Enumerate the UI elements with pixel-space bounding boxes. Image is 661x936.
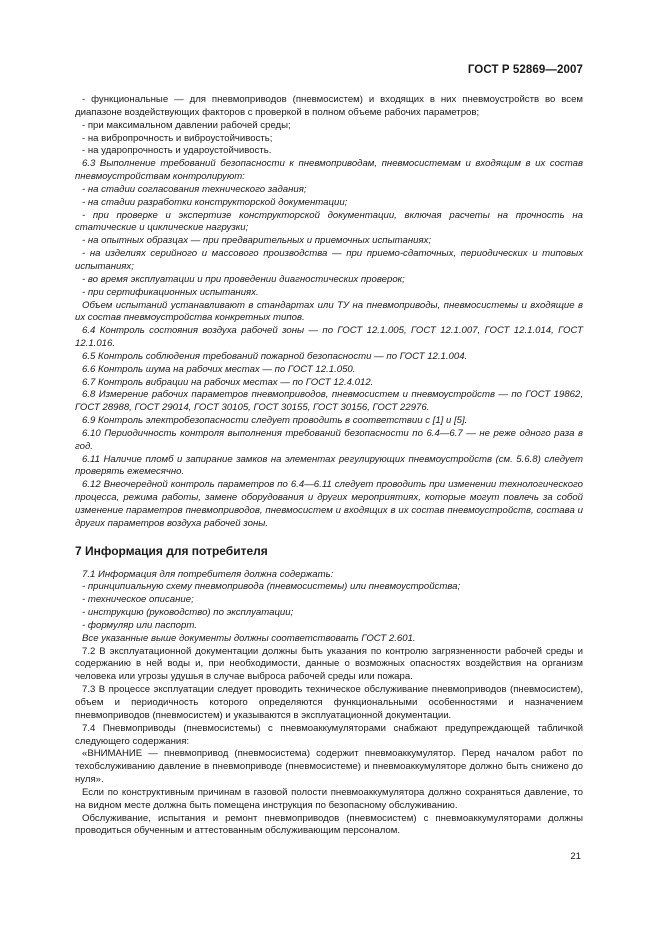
paragraph: Если по конструктивным причинам в газовой полости пневмоаккумулятора должно сохраняться давление, то на видном месте должна быть помещена инструкция по безопасному обслуживанию.	[75, 786, 583, 811]
page-content	[75, 94, 583, 838]
paragraph: - на вибропрочность и виброустойчивость;	[82, 132, 273, 144]
paragraph: - при проверке и экспертизе конструкторской документации, включая расчеты на прочность на статические и циклические нагрузки;	[75, 209, 583, 234]
paragraph: Обслуживание, испытания и ремонт пневмоприводов (пневмосистем) с пневмоаккумуляторами должны проводиться обученным и аттестованным обслуживающим персоналом.	[75, 812, 583, 837]
paragraph: - инструкцию (руководство) по эксплуатации;	[82, 607, 294, 619]
paragraph: - на опытных образцах — при предварительных и приемочных испытаниях;	[82, 235, 432, 247]
paragraph: - при максимальном давлении рабочей среды;	[82, 119, 291, 131]
paragraph: - принципиальную схему пневмопривода (пневмосистемы) или пневмоустройства;	[82, 581, 461, 593]
paragraph: - формуляр или паспорт.	[82, 619, 197, 631]
document-header: ГОСТ Р 52869—2007	[467, 64, 583, 76]
paragraph: - во время эксплуатации и при проведении диагностических проверок;	[82, 273, 405, 285]
paragraph: 6.3 Выполнение требований безопасности к пневмоприводам, пневмосистемам и входящим в их состав пневмоустройствам контролируют:	[75, 158, 583, 183]
paragraph: 6.9 Контроль электробезопасности следует проводить в соответствии с [1] и [5].	[82, 415, 468, 427]
paragraph: 6.6 Контроль шума на рабочих местах — по ГОСТ 12.1.050.	[82, 363, 356, 375]
paragraph: 6.8 Измерение рабочих параметров пневмоприводов, пневмосистем и пневмоустройств — по ГОСТ 19862, ГОСТ 28988, ГОСТ 29014, ГОСТ 30105, ГОСТ 30155, ГОСТ 30156, ГОСТ 22976.	[75, 389, 583, 414]
paragraph: 6.12 Внеочередной контроль параметров по 6.4—6.11 следует проводить при изменении технологического процесса, режима работы, замене оборудования и других мероприятиях, которые могут повлечь за собой изменение параметров пневмоприводов, пневмосистем и входящих в их состав пневмоустройств, состава и других параметров воздуха рабочей зоны.	[75, 479, 583, 529]
paragraph: 7.1 Информация для потребителя должна содержать:	[82, 568, 334, 580]
page-number: 21	[570, 851, 581, 862]
paragraph: 7.2 В эксплуатационной документации должны быть указания по контролю загрязненности рабочей среды и содержанию в ней воды и, при необходимости, данные о возможных опасностях воздействия на организм человека или угрозы удушья в случае выброса рабочей среды или пожара.	[75, 645, 583, 683]
paragraph: 6.4 Контроль состояния воздуха рабочей зоны — по ГОСТ 12.1.005, ГОСТ 12.1.007, ГОСТ 12.1.014, ГОСТ 12.1.016.	[75, 325, 583, 350]
paragraph: - функциональные — для пневмоприводов (пневмосистем) и входящих в них пневмоустройств во всем диапазоне воздействующих факторов с проверкой в полном объеме рабочих параметров;	[75, 94, 583, 118]
paragraph: Все указанные выше документы должны соответствовать ГОСТ 2.601.	[82, 632, 416, 644]
paragraph: 6.7 Контроль вибрации на рабочих местах — по ГОСТ 12.4.012.	[82, 376, 374, 388]
paragraph: - техническое описание;	[82, 594, 194, 606]
paragraph: Объем испытаний устанавливают в стандартах или ТУ на пневмоприводы, пневмосистемы и входящие в их состав пневмоустройства конкретных типов.	[75, 299, 583, 324]
paragraph: - при сертификационных испытаниях.	[82, 286, 259, 298]
paragraph: 7.4 Пневмоприводы (пневмосистемы) с пневмоаккумуляторами снабжают предупреждающей табличкой следующего содержания:	[75, 722, 583, 747]
section-heading: 7 Информация для потребителя	[75, 543, 268, 558]
paragraph: - на стадии согласования технического задания;	[82, 183, 307, 195]
paragraph: - на ударопрочность и удароустойчивость.	[82, 145, 272, 157]
paragraph: - на изделиях серийного и массового производства — при приемо-сдаточных, периодических и типовых испытаниях;	[75, 248, 583, 272]
paragraph: «ВНИМАНИЕ — пневмопривод (пневмосистема) содержит пневмоаккумулятор. Перед началом работ по техобслуживанию давление в пневмоприводе (пневмосистеме) и пневмоаккумуляторе должно быть снижено до нуля».	[75, 748, 583, 786]
paragraph: 6.11 Наличие пломб и запирание замков на элементах регулирующих пневмоустройств (см. 5.6.8) следует проверять ежемесячно.	[75, 453, 583, 478]
paragraph: 6.5 Контроль соблюдения требований пожарной безопасности — по ГОСТ 12.1.004.	[82, 350, 468, 362]
paragraph: 6.10 Периодичность контроля выполнения требований безопасности по 6.4—6.7 — не реже одного раза в год.	[75, 427, 583, 452]
paragraph: 7.3 В процессе эксплуатации следует проводить техническое обслуживание пневмоприводов (пневмосистем), объем и периодичность которого определяются функциональными особенностями и назначением пневмоприводов (пневмосистем) и указываются в эксплуатационной документации.	[75, 684, 583, 721]
paragraph: - на стадии разработки конструкторской документации;	[82, 196, 348, 208]
